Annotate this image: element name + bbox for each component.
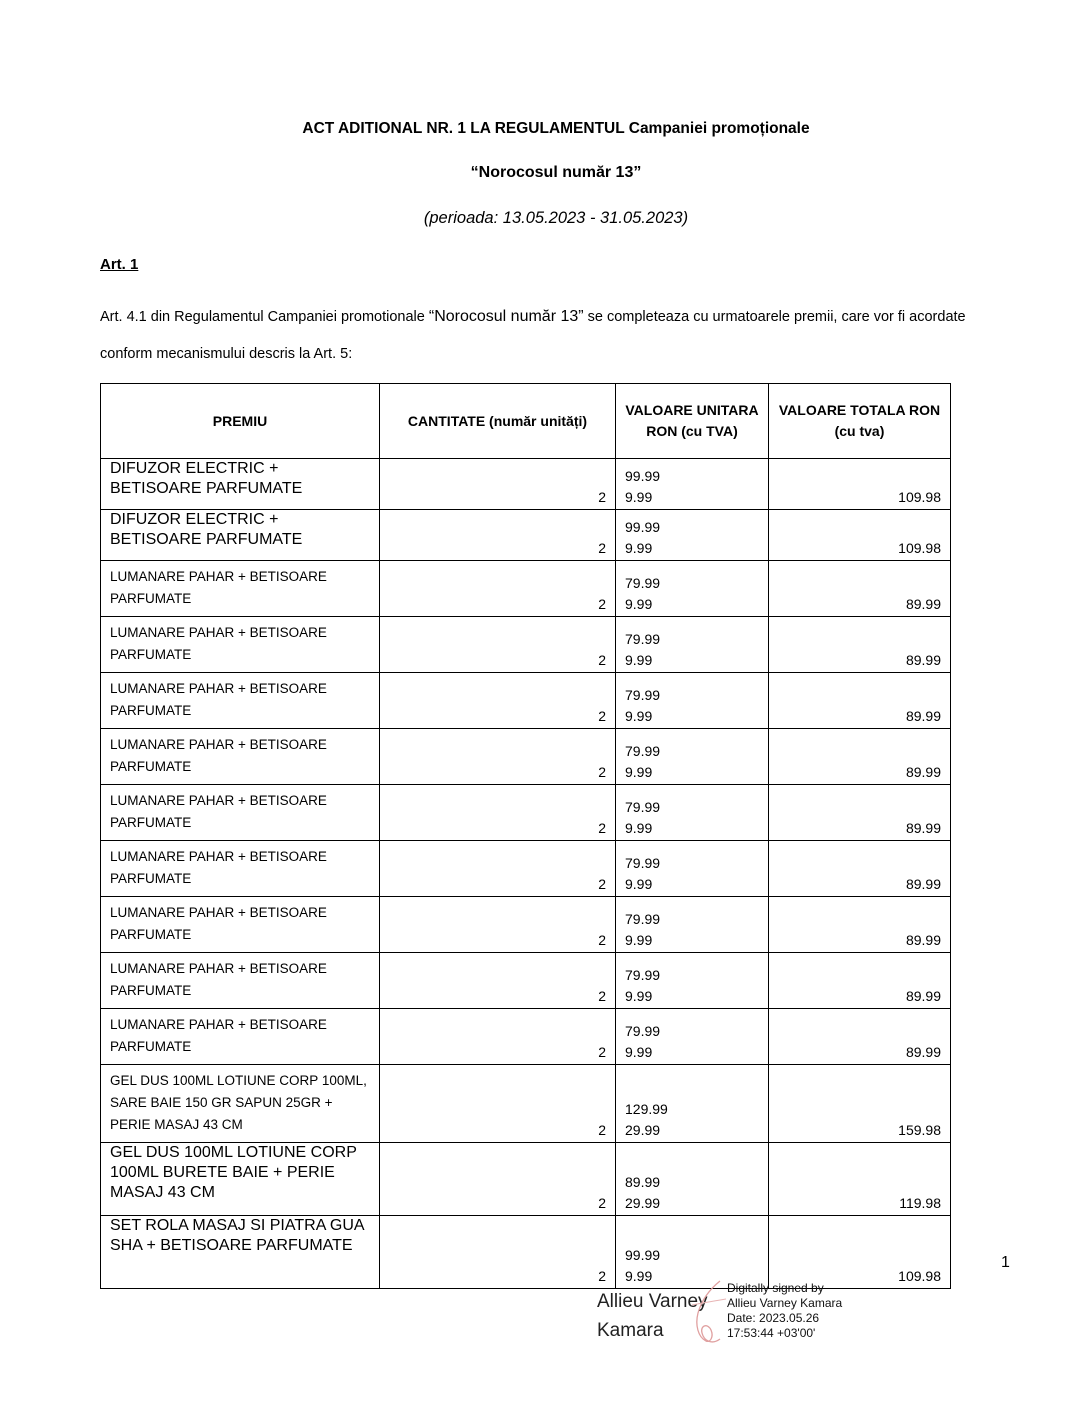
valoare-unitara-cell	[616, 617, 769, 673]
cantitate-cell: 2	[380, 729, 616, 785]
unit-value-main: 89.99	[625, 1174, 661, 1190]
unit-value-extra: 29.99	[625, 1121, 661, 1138]
signature-line: Digitally signed by	[727, 1281, 824, 1295]
unit-value-main: 79.99	[625, 743, 661, 759]
premiu-cell: LUMANARE PAHAR + BETISOARE PARFUMATE	[101, 897, 380, 953]
premiu-cell: LUMANARE PAHAR + BETISOARE PARFUMATE	[101, 785, 380, 841]
unit-value-main: 129.99	[625, 1101, 668, 1117]
premiu-cell: GEL DUS 100ML LOTIUNE CORP 100ML, SARE BAIE 150 GR SAPUN 25GR + PERIE MASAJ 43 CM	[101, 1065, 380, 1143]
valoare-unitara-cell	[616, 953, 769, 1009]
valoare-totala-cell: 89.99	[769, 561, 951, 617]
campaign-period: (perioada: 13.05.2023 - 31.05.2023)	[423, 209, 689, 227]
valoare-totala-cell: 159.98	[769, 1065, 951, 1143]
header-cantitate: CANTITATE (număr unități)	[380, 384, 616, 459]
premiu-cell: DIFUZOR ELECTRIC + BETISOARE PARFUMATE	[101, 510, 380, 561]
unit-value-extra: 9.99	[625, 488, 653, 505]
table-row	[101, 459, 951, 510]
valoare-unitara-cell	[616, 1009, 769, 1065]
article-text-after: se completeaza cu urmatoarele premii, care vor fi acordate conform mecanismului descris la Art. 5:	[100, 309, 966, 362]
unit-value-extra: 9.99	[625, 819, 653, 836]
unit-value-main: 79.99	[625, 1023, 661, 1039]
valoare-totala-cell: 89.99	[769, 673, 951, 729]
valoare-unitara-cell	[616, 785, 769, 841]
page-number: 1	[1001, 1254, 1010, 1271]
cantitate-cell: 2	[380, 1009, 616, 1065]
cantitate-cell: 2	[380, 953, 616, 1009]
header-valoare-totala: VALOARE TOTALA RON (cu tva)	[769, 384, 951, 459]
signer-name-line1: Allieu Varney	[597, 1291, 708, 1312]
table-row	[101, 1009, 951, 1065]
valoare-unitara-cell	[616, 459, 769, 510]
premiu-cell: LUMANARE PAHAR + BETISOARE PARFUMATE	[101, 561, 380, 617]
premiu-cell: GEL DUS 100ML LOTIUNE CORP 100ML BURETE BAIE + PERIE MASAJ 43 CM	[101, 1143, 380, 1216]
document-title: ACT ADITIONAL NR. 1 LA REGULAMENTUL Campaniei promoționale	[302, 120, 810, 137]
premiu-cell: LUMANARE PAHAR + BETISOARE PARFUMATE	[101, 841, 380, 897]
unit-value-extra: 9.99	[625, 763, 653, 780]
cantitate-cell: 2	[380, 1143, 616, 1216]
cantitate-cell: 2	[380, 841, 616, 897]
valoare-unitara-cell	[616, 729, 769, 785]
prizes-table	[100, 383, 951, 1289]
unit-value-main: 79.99	[625, 575, 661, 591]
signature-line: Allieu Varney Kamara	[727, 1296, 843, 1310]
premiu-cell: LUMANARE PAHAR + BETISOARE PARFUMATE	[101, 1009, 380, 1065]
valoare-totala-cell: 109.98	[769, 510, 951, 561]
valoare-totala-cell: 89.99	[769, 1009, 951, 1065]
article-paragraph	[100, 298, 1020, 373]
table-row	[101, 785, 951, 841]
unit-value-extra: 9.99	[625, 1043, 653, 1060]
valoare-totala-cell: 89.99	[769, 897, 951, 953]
table-row	[101, 1143, 951, 1216]
premiu-cell: SET ROLA MASAJ SI PIATRA GUA SHA + BETISOARE PARFUMATE	[101, 1216, 380, 1289]
unit-value-main: 79.99	[625, 855, 661, 871]
premiu-cell: LUMANARE PAHAR + BETISOARE PARFUMATE	[101, 953, 380, 1009]
valoare-unitara-cell	[616, 1065, 769, 1143]
premiu-cell: LUMANARE PAHAR + BETISOARE PARFUMATE	[101, 617, 380, 673]
article-text-before: Art. 4.1 din Regulamentul Campaniei promotionale	[100, 309, 429, 325]
valoare-unitara-cell	[616, 510, 769, 561]
valoare-unitara-cell	[616, 841, 769, 897]
unit-value-extra: 9.99	[625, 651, 653, 668]
unit-value-extra: 9.99	[625, 707, 653, 724]
valoare-totala-cell: 119.98	[769, 1143, 951, 1216]
unit-value-extra: 9.99	[625, 1267, 653, 1284]
signature-line: 17:53:44 +03'00'	[727, 1326, 816, 1340]
premiu-cell: DIFUZOR ELECTRIC + BETISOARE PARFUMATE	[101, 459, 380, 510]
table-row	[101, 1065, 951, 1143]
cantitate-cell: 2	[380, 459, 616, 510]
cantitate-cell: 2	[380, 561, 616, 617]
table-row	[101, 897, 951, 953]
header-valoare-unitara: VALOARE UNITARA RON (cu TVA)	[616, 384, 769, 459]
table-header-row	[101, 384, 951, 459]
unit-value-main: 79.99	[625, 799, 661, 815]
unit-value-extra: 29.99	[625, 1194, 661, 1211]
table-row	[101, 1216, 951, 1289]
article-heading: Art. 1	[100, 256, 139, 273]
unit-value-extra: 9.99	[625, 539, 653, 556]
article-text-quote: “Norocosul număr 13”	[428, 308, 584, 325]
cantitate-cell: 2	[380, 1216, 616, 1289]
signer-name-line2: Kamara	[597, 1320, 664, 1341]
cantitate-cell: 2	[380, 897, 616, 953]
unit-value-main: 79.99	[625, 911, 661, 927]
valoare-totala-cell: 109.98	[769, 459, 951, 510]
valoare-totala-cell: 89.99	[769, 841, 951, 897]
cantitate-cell: 2	[380, 510, 616, 561]
valoare-totala-cell: 89.99	[769, 785, 951, 841]
unit-value-main: 99.99	[625, 1247, 661, 1263]
valoare-totala-cell: 89.99	[769, 953, 951, 1009]
valoare-unitara-cell	[616, 1143, 769, 1216]
cantitate-cell: 2	[380, 1065, 616, 1143]
unit-value-main: 99.99	[625, 468, 661, 484]
digital-signature-details	[727, 1281, 842, 1341]
cantitate-cell: 2	[380, 785, 616, 841]
table-row	[101, 953, 951, 1009]
table-row	[101, 561, 951, 617]
table-row	[101, 673, 951, 729]
cantitate-cell: 2	[380, 617, 616, 673]
table-row	[101, 510, 951, 561]
valoare-totala-cell: 89.99	[769, 617, 951, 673]
valoare-totala-cell: 109.98	[769, 1216, 951, 1289]
unit-value-main: 99.99	[625, 519, 661, 535]
header-premiu: PREMIU	[101, 384, 380, 459]
unit-value-main: 79.99	[625, 631, 661, 647]
valoare-unitara-cell	[616, 897, 769, 953]
unit-value-extra: 9.99	[625, 875, 653, 892]
signature-line: Date: 2023.05.26	[727, 1311, 820, 1325]
unit-value-extra: 9.99	[625, 931, 653, 948]
campaign-name: “Norocosul număr 13”	[470, 164, 642, 181]
unit-value-main: 79.99	[625, 687, 661, 703]
unit-value-main: 79.99	[625, 967, 661, 983]
cantitate-cell: 2	[380, 673, 616, 729]
valoare-unitara-cell	[616, 561, 769, 617]
premiu-cell: LUMANARE PAHAR + BETISOARE PARFUMATE	[101, 673, 380, 729]
premiu-cell: LUMANARE PAHAR + BETISOARE PARFUMATE	[101, 729, 380, 785]
valoare-totala-cell: 89.99	[769, 729, 951, 785]
table-row	[101, 841, 951, 897]
unit-value-extra: 9.99	[625, 987, 653, 1004]
table-row	[101, 729, 951, 785]
unit-value-extra: 9.99	[625, 595, 653, 612]
table-row	[101, 617, 951, 673]
valoare-unitara-cell	[616, 673, 769, 729]
